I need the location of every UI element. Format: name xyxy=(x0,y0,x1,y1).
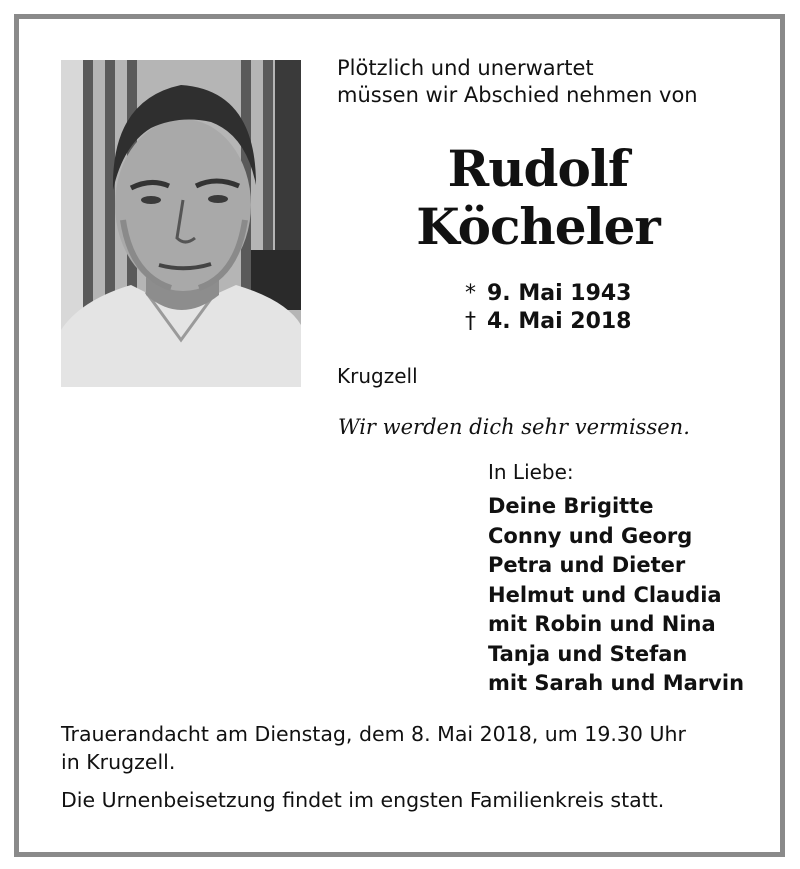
mourner-name: Helmut und Claudia xyxy=(488,582,722,607)
life-dates xyxy=(465,280,632,336)
death-date-row xyxy=(465,308,632,336)
birth-date-row xyxy=(465,280,632,308)
mourners-label: In Liebe: xyxy=(488,460,574,484)
service-line-1: Trauerandacht am Dienstag, dem 8. Mai 2018, um 19.30 Uhr xyxy=(61,722,686,746)
portrait-photo xyxy=(61,60,301,387)
burial-info: Die Urnenbeisetzung findet im engsten Familienkreis statt. xyxy=(61,788,665,812)
mourner-name: Tanja und Stefan xyxy=(488,641,688,666)
mourners-list xyxy=(488,492,744,699)
mourner-name: Deine Brigitte xyxy=(488,494,654,518)
portrait-illustration xyxy=(61,60,301,387)
last-name: Köcheler xyxy=(416,197,660,256)
mourner-name: Conny und Georg xyxy=(488,523,693,548)
mourner-name: mit Sarah und Marvin xyxy=(488,671,745,695)
first-name: Rudolf xyxy=(447,139,629,198)
service-info xyxy=(61,720,761,776)
intro-line-2: müssen wir Abschied nehmen von xyxy=(337,83,698,107)
deceased-name xyxy=(338,140,738,256)
mourner-name: Petra und Dieter xyxy=(488,553,686,577)
place-name: Krugzell xyxy=(337,364,418,388)
mourner-name: mit Robin und Nina xyxy=(488,612,716,636)
intro-text xyxy=(337,55,698,109)
death-cross-icon: † xyxy=(465,309,476,334)
birth-date: 9. Mai 1943 xyxy=(487,281,632,306)
intro-line-1: Plötzlich und unerwartet xyxy=(337,56,594,80)
service-line-2: in Krugzell. xyxy=(61,750,176,774)
birth-star-icon: * xyxy=(465,281,476,306)
death-date: 4. Mai 2018 xyxy=(487,309,632,334)
farewell-quote: Wir werden dich sehr vermissen. xyxy=(338,415,690,439)
